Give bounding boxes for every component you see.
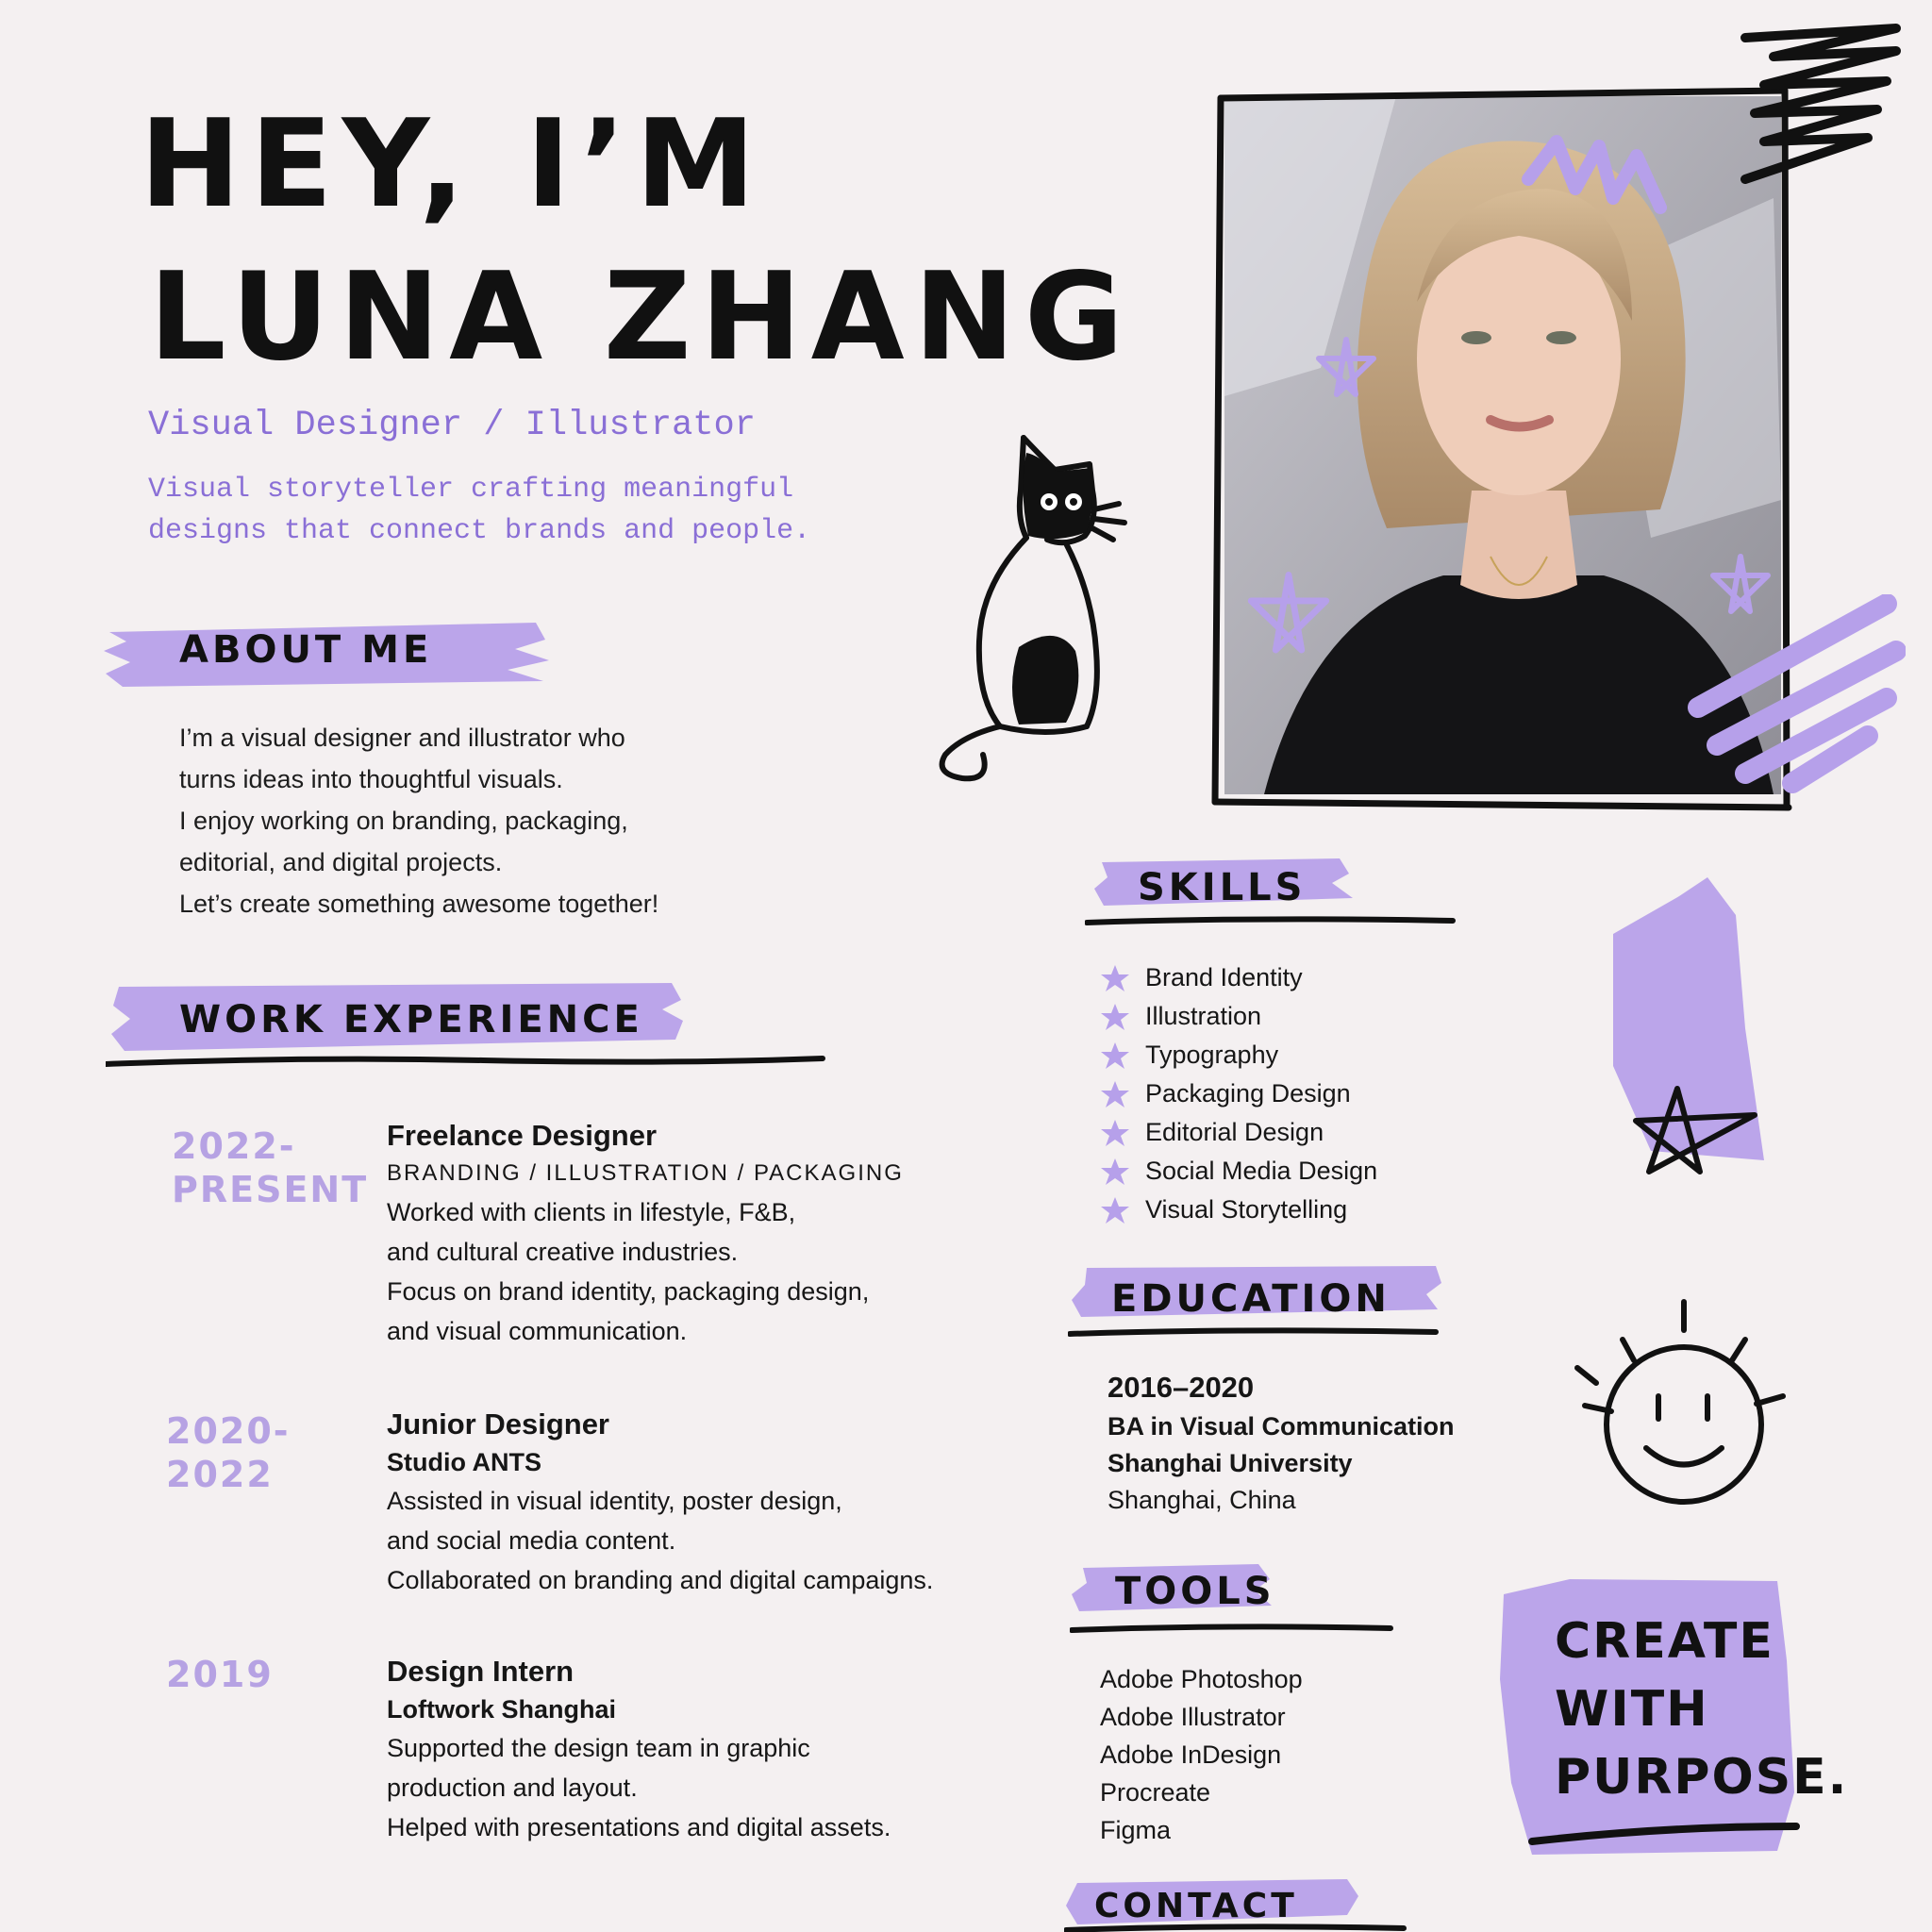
star-bullet-icon	[1100, 1079, 1130, 1109]
skill-label: Editorial Design	[1145, 1118, 1324, 1146]
tagline-line-2: designs that connect brands and people.	[148, 515, 811, 547]
smiley-sun-doodle-icon	[1557, 1292, 1811, 1528]
star-bullet-icon	[1100, 1118, 1130, 1148]
list-item: Procreate	[1100, 1778, 1211, 1807]
list-item	[1100, 1191, 1377, 1229]
job-2-year-end: 2022	[166, 1454, 274, 1495]
motto-line-3: PURPOSE.	[1555, 1749, 1849, 1806]
star-doodle-icon	[1243, 570, 1334, 660]
list-item	[1100, 1036, 1377, 1074]
list-item: Adobe Photoshop	[1100, 1665, 1303, 1693]
education-years: 2016–2020	[1108, 1371, 1255, 1404]
skill-label: Brand Identity	[1145, 963, 1303, 991]
education-school: Shanghai University	[1108, 1449, 1353, 1477]
scribble-doodle-icon	[1736, 19, 1906, 208]
skill-label: Social Media Design	[1145, 1157, 1378, 1185]
list-item: Adobe Illustrator	[1100, 1703, 1286, 1731]
tagline-line-1: Visual storyteller crafting meaningful	[148, 474, 794, 506]
about-line-1: I’m a visual designer and illustrator who	[179, 724, 625, 752]
job-2	[387, 1406, 933, 1600]
list-item	[1100, 958, 1377, 997]
job-3-title: Design Intern	[387, 1655, 575, 1688]
skills-list	[1100, 958, 1377, 1229]
education-degree: BA in Visual Communication	[1108, 1412, 1455, 1441]
job-3-desc-3: Helped with presentations and digital assets.	[387, 1813, 891, 1841]
about-line-5: Let’s create something awesome together!	[179, 890, 659, 918]
contact-heading: CONTACT	[1094, 1887, 1298, 1925]
skill-label: Typography	[1145, 1041, 1279, 1069]
brush-strokes-doodle	[1679, 594, 1906, 821]
motto-line-1: CREATE	[1555, 1613, 1774, 1670]
motto-line-2: WITH	[1555, 1681, 1709, 1738]
job-1-desc-4: and visual communication.	[387, 1317, 688, 1345]
zigzag-doodle-icon	[1519, 123, 1670, 245]
job-1	[387, 1117, 904, 1351]
education-block	[1108, 1368, 1455, 1519]
job-3-company: Loftwork Shanghai	[387, 1695, 616, 1724]
job-1-year-end: PRESENT	[172, 1169, 369, 1210]
list-item: Adobe InDesign	[1100, 1740, 1282, 1769]
job-1-subtitle: BRANDING / ILLUSTRATION / PACKAGING	[387, 1160, 904, 1186]
job-2-years	[166, 1409, 291, 1496]
about-line-3: I enjoy working on branding, packaging,	[179, 807, 628, 835]
list-item	[1100, 1074, 1377, 1113]
job-2-desc-2: and social media content.	[387, 1526, 676, 1555]
education-location: Shanghai, China	[1108, 1486, 1296, 1514]
list-item	[1100, 1152, 1377, 1191]
about-line-4: editorial, and digital projects.	[179, 848, 503, 876]
tools-heading: TOOLS	[1115, 1570, 1275, 1613]
cat-doodle-icon	[924, 425, 1151, 783]
job-3-years	[166, 1653, 274, 1696]
job-3-desc-2: production and layout.	[387, 1774, 638, 1802]
skills-heading: SKILLS	[1138, 866, 1307, 909]
star-bullet-icon	[1100, 1002, 1130, 1032]
skill-label: Illustration	[1145, 1002, 1262, 1030]
job-2-desc-1: Assisted in visual identity, poster design,	[387, 1487, 842, 1515]
list-item: Figma	[1100, 1816, 1172, 1844]
job-3-desc-1: Supported the design team in graphic	[387, 1734, 810, 1762]
tools-list	[1100, 1660, 1303, 1849]
job-3-year: 2019	[166, 1654, 274, 1695]
skill-label: Packaging Design	[1145, 1079, 1351, 1108]
job-2-company: Studio ANTS	[387, 1448, 541, 1476]
job-3	[387, 1653, 891, 1847]
job-2-desc-3: Collaborated on branding and digital campaigns.	[387, 1566, 934, 1594]
job-1-years	[172, 1124, 368, 1211]
role-title: Visual Designer / Illustrator	[148, 406, 756, 445]
work-heading: WORK EXPERIENCE	[179, 998, 643, 1041]
list-item	[1100, 1113, 1377, 1152]
brush-star-doodle	[1594, 877, 1774, 1198]
about-heading: ABOUT ME	[179, 628, 433, 672]
job-1-desc-2: and cultural creative industries.	[387, 1238, 739, 1266]
education-heading: EDUCATION	[1111, 1277, 1391, 1321]
star-bullet-icon	[1100, 963, 1130, 993]
list-item	[1100, 997, 1377, 1036]
about-text	[179, 717, 658, 924]
about-line-2: turns ideas into thoughtful visuals.	[179, 765, 563, 793]
job-1-title: Freelance Designer	[387, 1119, 658, 1152]
star-doodle-icon	[1313, 336, 1379, 402]
motto-text	[1555, 1607, 1848, 1811]
hero-title-line1: HEY, I’M	[140, 94, 765, 235]
star-bullet-icon	[1100, 1041, 1130, 1071]
job-2-year-start: 2020-	[166, 1410, 291, 1452]
job-1-year-start: 2022-	[172, 1125, 296, 1167]
tagline	[148, 469, 810, 552]
star-bullet-icon	[1100, 1157, 1130, 1187]
hero-title-line2: LUNA ZHANG	[149, 247, 1133, 388]
star-bullet-icon	[1100, 1195, 1130, 1225]
job-2-title: Junior Designer	[387, 1407, 609, 1441]
skill-label: Visual Storytelling	[1145, 1195, 1348, 1224]
job-1-desc-3: Focus on brand identity, packaging design,	[387, 1277, 870, 1306]
job-1-desc-1: Worked with clients in lifestyle, F&B,	[387, 1198, 796, 1226]
